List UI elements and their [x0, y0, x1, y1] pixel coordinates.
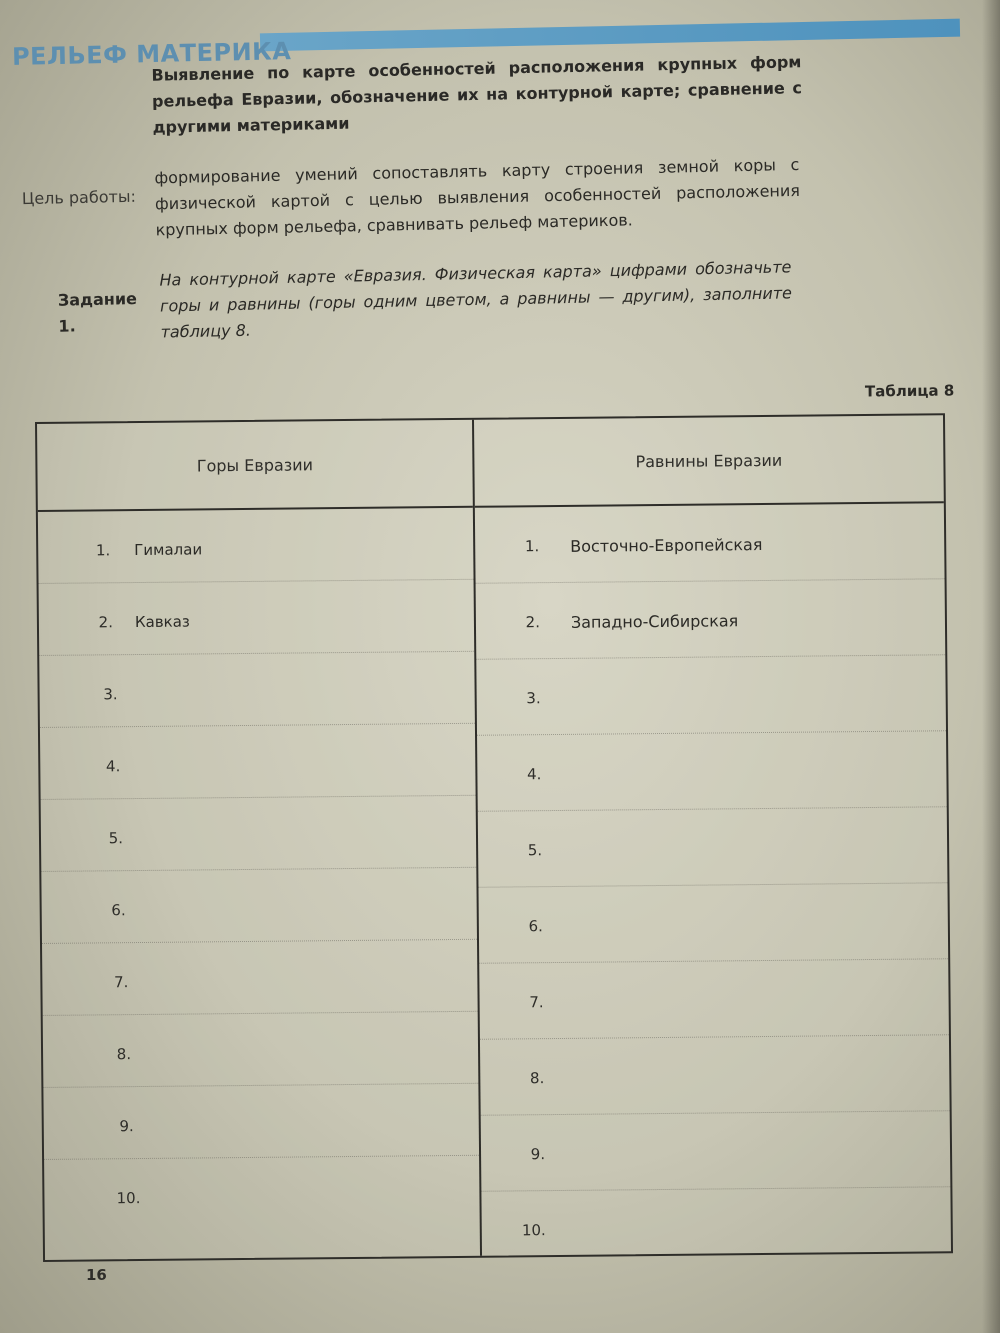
row-number: 7.: [529, 993, 544, 1012]
plains-row[interactable]: [477, 731, 947, 811]
plain-name: Восточно-Европейская: [570, 535, 763, 556]
row-number: 9.: [119, 1117, 134, 1136]
table-caption: Таблица 8: [864, 381, 955, 401]
plains-header: Равнины Евразии: [474, 415, 944, 507]
mountains-row[interactable]: [43, 1084, 479, 1160]
relief-table: [35, 413, 953, 1262]
plains-row[interactable]: [478, 807, 948, 887]
mountains-row[interactable]: [38, 508, 474, 584]
page-edge-shadow: [982, 0, 1000, 1333]
task-block: [57, 254, 793, 347]
lesson-heading: Выявление по карте особенностей расположения крупных форм рельефа Евразии, обозначение их на контурной карте; сравнение с другими материками: [151, 52, 803, 137]
task-text: На контурной карте «Евразия. Физическая карта» цифрами обозначьте горы и равнины (горы одним цветом, а равнины — другим), заполните таблицу 8.: [159, 257, 793, 342]
mountains-row[interactable]: [42, 940, 478, 1016]
task-label: Задание 1.: [57, 289, 138, 336]
row-number: 6.: [111, 901, 126, 920]
row-number: 7.: [113, 973, 129, 992]
row-number: 5.: [108, 829, 124, 848]
row-number: 2.: [525, 613, 541, 632]
mountains-row[interactable]: [41, 868, 477, 944]
plains-row[interactable]: [475, 503, 945, 583]
row-number: 8.: [116, 1045, 132, 1064]
goal-text: формирование умений сопоставлять карту строения земной коры с физической картой с целью выявления особенностей расположения крупных форм рельефа, сравнивать рельеф материков.: [154, 154, 801, 240]
row-number: 2.: [98, 613, 114, 632]
plains-row[interactable]: [479, 959, 949, 1039]
plains-row[interactable]: [481, 1187, 951, 1267]
row-number: 6.: [528, 917, 543, 936]
mountains-column: [37, 420, 482, 1260]
mountains-row[interactable]: [43, 1012, 479, 1088]
plains-row[interactable]: [480, 1035, 950, 1115]
row-number: 10.: [521, 1221, 546, 1240]
row-number: 9.: [530, 1145, 546, 1164]
plains-row[interactable]: [481, 1111, 951, 1191]
mountains-row[interactable]: [44, 1156, 480, 1232]
plain-name: Западно-Сибирская: [570, 611, 739, 632]
row-number: 3.: [103, 685, 118, 704]
row-number: 10.: [116, 1189, 141, 1208]
goal-label: Цель работы:: [21, 186, 137, 209]
row-number: 8.: [529, 1069, 545, 1088]
mountains-row[interactable]: [39, 580, 475, 656]
row-number: 4.: [105, 757, 121, 776]
row-number: 1.: [95, 541, 111, 560]
mountain-name: Кавказ: [134, 612, 190, 632]
row-number: 5.: [527, 841, 543, 860]
row-number: 3.: [526, 689, 541, 708]
section-title-bar: [260, 19, 960, 52]
plains-row[interactable]: [476, 579, 946, 659]
mountains-row[interactable]: [40, 724, 476, 800]
mountains-row[interactable]: [41, 796, 477, 872]
row-number: 4.: [527, 765, 542, 784]
goal-block: [21, 152, 802, 246]
mountains-header: Горы Евразии: [37, 420, 473, 512]
mountains-row[interactable]: [39, 652, 475, 728]
page-number: 16: [86, 1266, 107, 1284]
plains-row[interactable]: [478, 883, 948, 963]
row-number: 1.: [524, 537, 540, 556]
section-title: РЕЛЬЕФ МАТЕРИКА: [11, 37, 292, 71]
mountain-name: Гималаи: [134, 540, 203, 560]
plains-row[interactable]: [476, 655, 946, 735]
plains-column: [474, 415, 951, 1255]
